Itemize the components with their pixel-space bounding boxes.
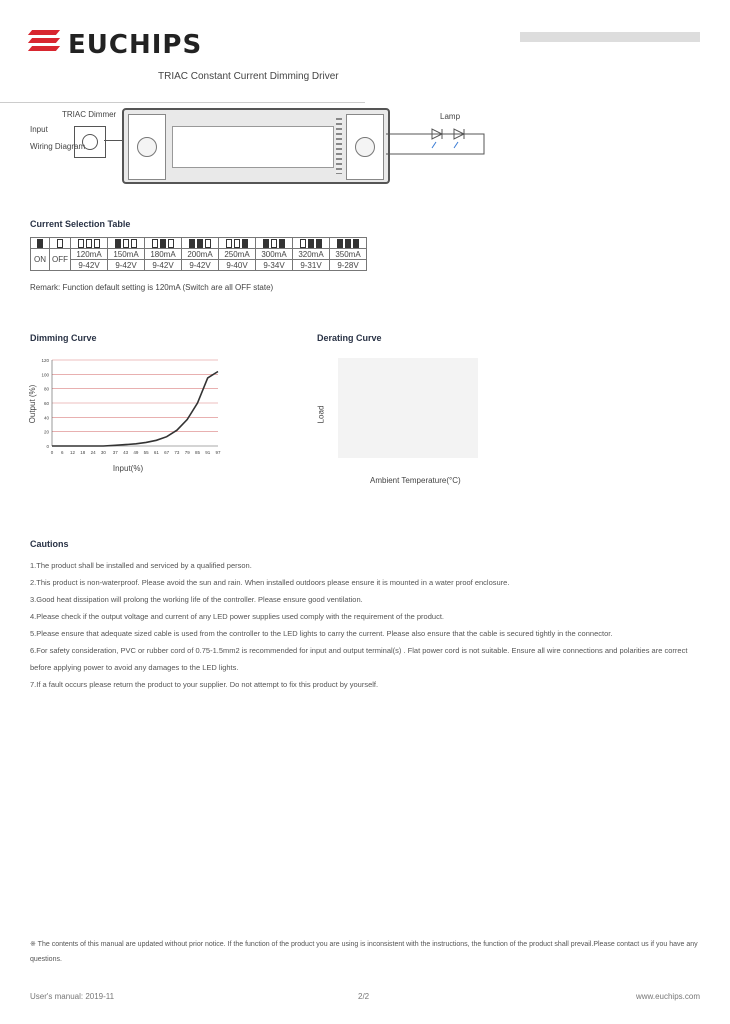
dip-switch-icon bbox=[123, 239, 129, 248]
current-cell: 150mA bbox=[108, 249, 145, 260]
dip-switch-icon bbox=[197, 239, 203, 248]
off-label: OFF bbox=[50, 249, 71, 271]
dimming-chart bbox=[28, 354, 228, 479]
dimming-curve-title: Dimming Curve bbox=[30, 333, 97, 343]
dip-switch-icon bbox=[337, 239, 343, 248]
dip-switch-icon bbox=[78, 239, 84, 248]
x-tick-label: 61 bbox=[153, 450, 159, 455]
voltage-cell: 9-42V bbox=[145, 260, 182, 271]
x-tick-label: 67 bbox=[164, 450, 170, 455]
current-cell: 120mA bbox=[71, 249, 108, 260]
x-tick-label: 91 bbox=[205, 450, 211, 455]
voltage-cell: 9-42V bbox=[71, 260, 108, 271]
x-tick-label: 6 bbox=[61, 450, 64, 455]
dip-switch-icon bbox=[205, 239, 211, 248]
dimming-xlabel: Input(%) bbox=[112, 464, 144, 473]
triac-dimmer-icon bbox=[74, 126, 106, 158]
x-tick-label: 85 bbox=[194, 450, 200, 455]
switch-cell bbox=[219, 238, 256, 249]
x-tick-label: 30 bbox=[100, 450, 106, 455]
switch-cell bbox=[108, 238, 145, 249]
on-dip-icon bbox=[31, 238, 50, 249]
x-tick-label: 97 bbox=[215, 450, 221, 455]
dip-switch-icon bbox=[160, 239, 166, 248]
driver-device bbox=[122, 108, 390, 184]
y-tick-label: 80 bbox=[43, 386, 49, 392]
voltage-cell: 9-40V bbox=[219, 260, 256, 271]
y-tick-label: 40 bbox=[43, 415, 49, 421]
title-rule bbox=[0, 102, 365, 103]
dip-switch-icon bbox=[316, 239, 322, 248]
switch-cell bbox=[71, 238, 108, 249]
dip-switch-icon bbox=[300, 239, 306, 248]
caution-item: 3.Good heat dissipation will prolong the working life of the controller. Please ensure good ventilation. bbox=[30, 595, 363, 604]
dimming-chart-svg bbox=[28, 354, 228, 474]
dimmer-wire bbox=[104, 140, 122, 141]
device-ribs bbox=[336, 118, 342, 174]
switch-row bbox=[31, 238, 367, 249]
current-row bbox=[31, 249, 367, 260]
caution-item: 1.The product shall be installed and serviced by a qualified person. bbox=[30, 561, 252, 570]
y-tick-label: 100 bbox=[41, 372, 49, 378]
y-tick-label: 120 bbox=[41, 358, 49, 363]
dip-switch-icon bbox=[94, 239, 100, 248]
footer-website-link[interactable]: www.euchips.com bbox=[635, 992, 700, 1001]
dip-switch-icon bbox=[131, 239, 137, 248]
current-cell: 300mA bbox=[256, 249, 293, 260]
x-tick-label: 43 bbox=[123, 450, 129, 455]
dip-switch-icon bbox=[189, 239, 195, 248]
off-dip-icon bbox=[50, 238, 71, 249]
footer-page-number: 2/2 bbox=[358, 992, 370, 1001]
dip-switch-icon bbox=[234, 239, 240, 248]
y-tick-label: 0 bbox=[46, 444, 49, 449]
voltage-cell: 9-42V bbox=[108, 260, 145, 271]
header-bar bbox=[520, 32, 700, 42]
dimming-ylabel: Output (%) bbox=[28, 384, 37, 424]
device-label-plate bbox=[172, 126, 334, 168]
dip-switch-icon bbox=[279, 239, 285, 248]
triac-dimmer-label: TRIAC Dimmer bbox=[62, 110, 117, 119]
voltage-row bbox=[31, 260, 367, 271]
x-tick-label: 55 bbox=[143, 450, 149, 455]
dip-switch-icon bbox=[115, 239, 121, 248]
caution-item: 5.Please ensure that adequate sized cable is used from the controller to the LED lights to carry the current. Please also ensure that the cable is secured tightly in the connector. bbox=[30, 629, 613, 638]
caution-item: 7.If a fault occurs please return the product to your supplier. Do not attempt to fix this product by yourself. bbox=[30, 680, 379, 689]
input-label: Input bbox=[30, 125, 48, 134]
x-tick-label: 79 bbox=[184, 450, 190, 455]
dip-switch-icon bbox=[308, 239, 314, 248]
dip-switch-icon bbox=[168, 239, 174, 248]
derating-curve-title: Derating Curve bbox=[317, 333, 382, 343]
current-cell: 250mA bbox=[219, 249, 256, 260]
dip-switch-icon bbox=[271, 239, 277, 248]
current-cell: 350mA bbox=[330, 249, 367, 260]
x-tick-label: 0 bbox=[50, 450, 54, 455]
table-remark: Remark: Function default setting is 120mA (Switch are all OFF state) bbox=[30, 283, 274, 292]
x-tick-label: 49 bbox=[133, 450, 139, 455]
dip-switch-icon bbox=[86, 239, 92, 248]
voltage-cell: 9-34V bbox=[256, 260, 293, 271]
derating-ylabel: Load bbox=[316, 405, 326, 424]
dip-switch-icon bbox=[242, 239, 248, 248]
dip-switch-icon bbox=[226, 239, 232, 248]
footnote: ※ The contents of this manual are updated without prior notice. If the function of the product you are using is inconsistent with the instructions, the function of the product shall prevail.Please contact us if you have any questions. bbox=[30, 941, 698, 963]
brand-logo bbox=[30, 26, 203, 70]
derating-chart-area bbox=[338, 358, 478, 458]
x-tick-label: 73 bbox=[174, 450, 180, 455]
current-table-title: Current Selection Table bbox=[30, 219, 131, 229]
lamp-label: Lamp bbox=[440, 112, 461, 121]
left-endcap bbox=[128, 114, 166, 180]
switch-cell bbox=[182, 238, 219, 249]
y-tick-label: 60 bbox=[43, 401, 49, 406]
dimming-series-line bbox=[52, 372, 218, 447]
switch-cell bbox=[293, 238, 330, 249]
cautions-section bbox=[30, 539, 705, 693]
caution-item: 2.This product is non-waterproof. Please avoid the sun and rain. When installed outdoors please ensure it is mounted in a water proof enclosure. bbox=[30, 578, 510, 587]
switch-cell bbox=[330, 238, 367, 249]
lamp-wiring-icon bbox=[386, 120, 486, 160]
switch-cell bbox=[256, 238, 293, 249]
current-cell: 200mA bbox=[182, 249, 219, 260]
switch-cell bbox=[145, 238, 182, 249]
y-tick-label: 20 bbox=[43, 429, 49, 435]
x-tick-label: 37 bbox=[112, 450, 118, 455]
x-tick-label: 18 bbox=[80, 450, 86, 455]
derating-xlabel: Ambient Temperature(°C) bbox=[370, 476, 461, 485]
x-tick-label: 12 bbox=[70, 450, 76, 455]
dip-switch-icon bbox=[345, 239, 351, 248]
x-tick-label: 24 bbox=[90, 450, 96, 455]
caution-item: 6.For safety consideration, PVC or rubber cord of 0.75-1.5mm2 is recommended for input and output terminal(s) . Flat power cord is not suitable. Ensure all wire connections and polarities are correct before applying power to avoid any damages to the LED lights. bbox=[30, 646, 688, 672]
dip-switch-icon bbox=[152, 239, 158, 248]
voltage-cell: 9-42V bbox=[182, 260, 219, 271]
wiring-diagram-label: Wiring Diagram bbox=[30, 142, 86, 151]
voltage-cell: 9-31V bbox=[293, 260, 330, 271]
current-cell: 180mA bbox=[145, 249, 182, 260]
caution-item: 4.Please check if the output voltage and current of any LED power supplies used comply with the requirement of the product. bbox=[30, 612, 444, 621]
on-label: ON bbox=[31, 249, 50, 271]
current-cell: 320mA bbox=[293, 249, 330, 260]
cautions-title: Cautions bbox=[30, 539, 69, 549]
brand-wordmark: EUCHIPS bbox=[68, 30, 203, 60]
current-selection-table bbox=[30, 237, 367, 271]
footer-manual-date: User's manual: 2019-11 bbox=[30, 992, 115, 1001]
voltage-cell: 9-28V bbox=[330, 260, 367, 271]
doc-title: TRIAC Constant Current Dimming Driver bbox=[158, 71, 339, 82]
dip-switch-icon bbox=[353, 239, 359, 248]
right-endcap bbox=[346, 114, 384, 180]
dip-switch-icon bbox=[263, 239, 269, 248]
